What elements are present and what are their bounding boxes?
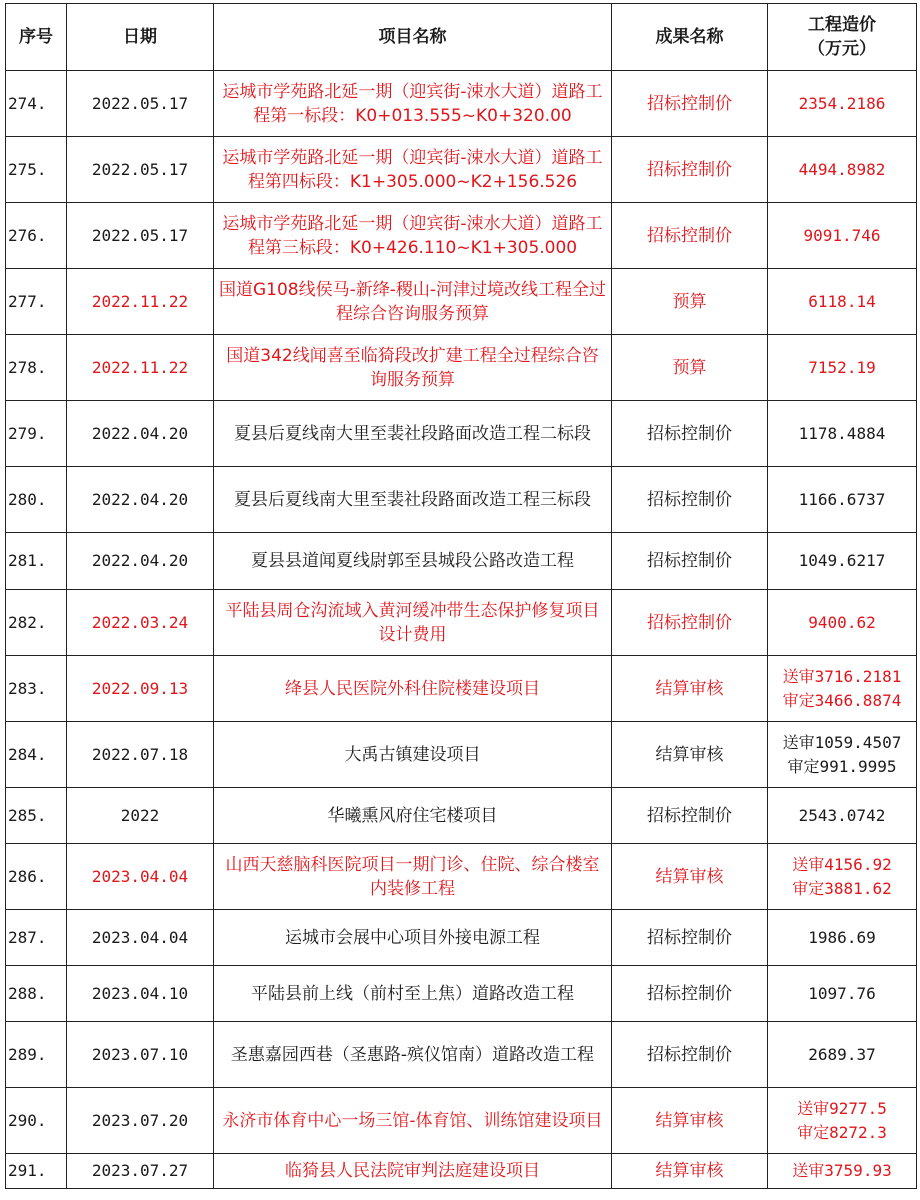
row-date-cell-text: 2022.11.22 xyxy=(91,291,189,311)
header-result: 成果名称 xyxy=(612,4,768,71)
row-number-cell xyxy=(6,788,67,844)
row-project-name-cell xyxy=(214,137,612,203)
row-date-cell-text: 2022.04.20 xyxy=(91,423,189,443)
row-cost-value: 送审4156.92 xyxy=(792,854,892,874)
row-result-cell xyxy=(612,844,768,910)
table-row xyxy=(6,966,917,1022)
row-result-cell xyxy=(612,137,768,203)
project-table xyxy=(5,3,917,1189)
row-cost-value: 9400.62 xyxy=(808,612,876,632)
row-cost-value: 2689.37 xyxy=(808,1044,876,1064)
row-cost-value: 送审3759.93 xyxy=(792,1161,892,1180)
table-row xyxy=(6,71,917,137)
row-date-cell xyxy=(67,910,214,966)
row-date-cell xyxy=(67,203,214,269)
row-cost-value: 审定3466.8874 xyxy=(782,690,902,710)
row-result-cell-text: 招标控制价 xyxy=(647,805,732,826)
table-row xyxy=(6,401,917,467)
row-cost-cell xyxy=(768,722,917,788)
row-project-name-cell xyxy=(214,910,612,966)
row-number-cell-text: 288. xyxy=(8,983,47,1003)
row-cost-cell xyxy=(768,269,917,335)
row-result-cell-text: 招标控制价 xyxy=(647,225,732,246)
table-row xyxy=(6,590,917,656)
row-number-cell xyxy=(6,533,67,590)
row-number-cell xyxy=(6,1154,67,1189)
header-date: 日期 xyxy=(67,4,214,71)
row-cost-cell xyxy=(768,533,917,590)
table-row xyxy=(6,788,917,844)
row-project-name-cell xyxy=(214,335,612,401)
row-result-cell-text: 招标控制价 xyxy=(647,93,732,114)
row-cost-value: 1049.6217 xyxy=(798,551,886,570)
row-result-cell-text: 招标控制价 xyxy=(647,1044,732,1065)
row-cost-cell xyxy=(768,203,917,269)
row-number-cell xyxy=(6,590,67,656)
row-number-cell-text: 285. xyxy=(8,805,47,825)
row-project-name-cell-text: 圣惠嘉园西巷（圣惠路-殡仪馆南）道路改造工程 xyxy=(230,1044,595,1065)
row-number-cell-text: 276. xyxy=(8,225,47,245)
row-project-name-cell xyxy=(214,401,612,467)
row-date-cell xyxy=(67,269,214,335)
row-number-cell-text: 290. xyxy=(8,1110,47,1130)
row-date-cell-text: 2022.05.17 xyxy=(91,225,189,245)
row-project-name-cell xyxy=(214,844,612,910)
table-row xyxy=(6,203,917,269)
row-project-name-cell-text: 国道342线闻喜至临猗段改扩建工程全过程综合咨询服务预算 xyxy=(226,345,599,390)
row-result-cell-text: 招标控制价 xyxy=(647,612,732,633)
table-row xyxy=(6,269,917,335)
row-number-cell-text: 286. xyxy=(8,866,47,886)
row-number-cell xyxy=(6,335,67,401)
row-cost-cell xyxy=(768,1154,917,1189)
row-number-cell xyxy=(6,722,67,788)
row-result-cell xyxy=(612,467,768,533)
row-result-cell-text: 招标控制价 xyxy=(647,159,732,180)
row-date-cell-text: 2022.11.22 xyxy=(91,357,189,377)
row-number-cell-text: 283. xyxy=(8,678,47,698)
row-date-cell-text: 2023.07.20 xyxy=(91,1110,189,1130)
row-project-name-cell xyxy=(214,656,612,722)
row-date-cell xyxy=(67,590,214,656)
row-date-cell-text: 2023.07.27 xyxy=(91,1161,189,1180)
row-date-cell-text: 2022.04.20 xyxy=(91,551,189,570)
row-project-name-cell xyxy=(214,533,612,590)
row-result-cell xyxy=(612,656,768,722)
row-cost-value: 1097.76 xyxy=(808,983,876,1003)
row-date-cell-text: 2023.07.10 xyxy=(91,1044,189,1064)
row-date-cell xyxy=(67,71,214,137)
row-cost-value: 审定3881.62 xyxy=(792,878,892,898)
row-date-cell-text: 2022.04.20 xyxy=(91,489,189,509)
row-project-name-cell xyxy=(214,71,612,137)
row-cost-cell xyxy=(768,656,917,722)
table-row xyxy=(6,533,917,590)
row-result-cell xyxy=(612,533,768,590)
row-date-cell-text: 2022.05.17 xyxy=(91,159,189,179)
row-number-cell-text: 282. xyxy=(8,612,47,632)
row-result-cell-text: 招标控制价 xyxy=(647,423,732,444)
row-result-cell xyxy=(612,910,768,966)
row-cost-value: 2543.0742 xyxy=(798,805,886,825)
row-cost-cell xyxy=(768,966,917,1022)
row-number-cell xyxy=(6,910,67,966)
row-project-name-cell xyxy=(214,203,612,269)
header-cost-title: 工程造价 xyxy=(808,15,876,35)
row-date-cell xyxy=(67,467,214,533)
row-project-name-cell xyxy=(214,1088,612,1154)
row-project-name-cell-text: 平陆县周仓沟流域入黄河缓冲带生态保护修复项目设计费用 xyxy=(225,600,600,645)
row-result-cell xyxy=(612,1022,768,1088)
row-date-cell xyxy=(67,966,214,1022)
row-cost-cell xyxy=(768,137,917,203)
row-project-name-cell xyxy=(214,1154,612,1189)
row-cost-cell xyxy=(768,910,917,966)
row-cost-value: 审定8272.3 xyxy=(797,1122,887,1142)
row-date-cell xyxy=(67,1088,214,1154)
row-number-cell xyxy=(6,1088,67,1154)
row-result-cell-text: 招标控制价 xyxy=(647,551,732,571)
row-date-cell xyxy=(67,722,214,788)
row-result-cell-text: 结算审核 xyxy=(655,866,724,887)
row-cost-value: 1166.6737 xyxy=(798,489,886,509)
row-number-cell-text: 281. xyxy=(8,551,47,570)
header-cost-unit: （万元） xyxy=(808,39,876,59)
row-number-cell-text: 289. xyxy=(8,1044,47,1064)
row-cost-value: 1178.4884 xyxy=(798,423,886,443)
row-project-name-cell-text: 夏县县道闻夏线尉郭至县城段公路改造工程 xyxy=(251,551,574,571)
row-project-name-cell-text: 平陆县前上线（前村至上焦）道路改造工程 xyxy=(251,983,574,1004)
row-project-name-cell-text: 国道G108线侯马-新绛-稷山-河津过境改线工程全过程综合咨询服务预算 xyxy=(218,279,607,324)
row-number-cell xyxy=(6,401,67,467)
table-row xyxy=(6,1088,917,1154)
row-date-cell-text: 2023.04.04 xyxy=(91,927,189,947)
row-number-cell xyxy=(6,467,67,533)
row-number-cell xyxy=(6,137,67,203)
row-result-cell xyxy=(612,269,768,335)
row-project-name-cell-text: 夏县后夏线南大里至裴社段路面改造工程二标段 xyxy=(234,423,591,444)
row-date-cell xyxy=(67,1154,214,1189)
row-number-cell xyxy=(6,656,67,722)
row-result-cell xyxy=(612,590,768,656)
row-result-cell-text: 招标控制价 xyxy=(647,489,732,510)
row-result-cell xyxy=(612,203,768,269)
row-number-cell-text: 280. xyxy=(8,489,47,509)
row-cost-cell xyxy=(768,467,917,533)
table-row xyxy=(6,910,917,966)
row-result-cell xyxy=(612,1088,768,1154)
row-result-cell-text: 结算审核 xyxy=(655,1110,724,1131)
row-project-name-cell-text: 华曦熏风府住宅楼项目 xyxy=(327,805,498,826)
row-date-cell-text: 2022.07.18 xyxy=(91,744,189,764)
table-row xyxy=(6,467,917,533)
row-date-cell xyxy=(67,137,214,203)
row-project-name-cell xyxy=(214,467,612,533)
row-project-name-cell-text: 绛县人民医院外科住院楼建设项目 xyxy=(285,678,540,699)
row-cost-value: 1986.69 xyxy=(808,927,876,947)
row-result-cell-text: 招标控制价 xyxy=(647,927,732,948)
row-cost-cell xyxy=(768,590,917,656)
row-number-cell xyxy=(6,269,67,335)
row-date-cell-text: 2022 xyxy=(120,805,160,825)
row-number-cell xyxy=(6,1022,67,1088)
row-number-cell-text: 291. xyxy=(8,1161,47,1180)
row-cost-cell xyxy=(768,788,917,844)
row-number-cell xyxy=(6,844,67,910)
row-number-cell-text: 278. xyxy=(8,357,47,377)
row-date-cell xyxy=(67,335,214,401)
header-project-name: 项目名称 xyxy=(214,4,612,71)
row-cost-value: 4494.8982 xyxy=(798,159,886,179)
row-cost-value: 7152.19 xyxy=(808,357,876,377)
table-row xyxy=(6,1154,917,1189)
row-project-name-cell-text: 运城市学苑路北延一期（迎宾街-涑水大道）道路工程第一标段：K0+013.555~K0+320.00 xyxy=(222,81,603,126)
row-cost-value: 审定991.9995 xyxy=(787,756,897,776)
row-number-cell xyxy=(6,71,67,137)
row-date-cell-text: 2023.04.04 xyxy=(91,866,189,886)
row-result-cell-text: 结算审核 xyxy=(655,744,724,765)
row-number-cell-text: 275. xyxy=(8,159,47,179)
row-result-cell xyxy=(612,722,768,788)
row-result-cell-text: 结算审核 xyxy=(655,678,724,699)
row-project-name-cell-text: 大禹古镇建设项目 xyxy=(344,744,481,765)
row-cost-value: 送审1059.4507 xyxy=(782,732,902,752)
row-project-name-cell-text: 临猗县人民法院审判法庭建设项目 xyxy=(285,1161,540,1181)
row-result-cell xyxy=(612,71,768,137)
row-cost-value: 送审3716.2181 xyxy=(782,666,902,686)
row-number-cell xyxy=(6,203,67,269)
row-date-cell-text: 2022.09.13 xyxy=(91,678,189,698)
row-number-cell-text: 287. xyxy=(8,927,47,947)
row-project-name-cell xyxy=(214,966,612,1022)
row-cost-value: 6118.14 xyxy=(808,291,876,311)
row-cost-cell xyxy=(768,844,917,910)
row-result-cell xyxy=(612,788,768,844)
row-date-cell xyxy=(67,788,214,844)
row-date-cell xyxy=(67,656,214,722)
table-row xyxy=(6,844,917,910)
row-result-cell-text: 招标控制价 xyxy=(647,983,732,1004)
row-result-cell-text: 结算审核 xyxy=(655,1161,724,1181)
row-cost-cell xyxy=(768,71,917,137)
row-project-name-cell-text: 夏县后夏线南大里至裴社段路面改造工程三标段 xyxy=(234,489,591,510)
table-row xyxy=(6,656,917,722)
row-date-cell xyxy=(67,401,214,467)
row-number-cell-text: 279. xyxy=(8,423,47,443)
row-result-cell xyxy=(612,335,768,401)
row-number-cell-text: 277. xyxy=(8,291,47,311)
row-project-name-cell-text: 永济市体育中心一场三馆-体育馆、训练馆建设项目 xyxy=(222,1110,603,1131)
row-result-cell xyxy=(612,401,768,467)
row-project-name-cell-text: 山西天慈脑科医院项目一期门诊、住院、综合楼室内装修工程 xyxy=(225,854,600,899)
table-header-row xyxy=(6,4,917,71)
row-project-name-cell xyxy=(214,1022,612,1088)
row-project-name-cell-text: 运城市学苑路北延一期（迎宾街-涑水大道）道路工程第四标段：K1+305.000~K2+156.526 xyxy=(222,147,603,192)
row-project-name-cell xyxy=(214,590,612,656)
row-result-cell xyxy=(612,1154,768,1189)
header-cost xyxy=(768,4,917,71)
row-date-cell xyxy=(67,533,214,590)
table-row xyxy=(6,722,917,788)
row-cost-cell xyxy=(768,1022,917,1088)
row-date-cell xyxy=(67,1022,214,1088)
row-result-cell xyxy=(612,966,768,1022)
row-project-name-cell xyxy=(214,722,612,788)
row-project-name-cell-text: 运城市学苑路北延一期（迎宾街-涑水大道）道路工程第三标段：K0+426.110~K1+305.000 xyxy=(222,213,603,258)
row-cost-value: 2354.2186 xyxy=(798,93,886,113)
row-result-cell-text: 预算 xyxy=(672,291,707,312)
table-row xyxy=(6,335,917,401)
row-number-cell-text: 274. xyxy=(8,93,47,113)
row-date-cell-text: 2023.04.10 xyxy=(91,983,189,1003)
table-row xyxy=(6,137,917,203)
header-no: 序号 xyxy=(6,4,67,71)
row-cost-value: 9091.746 xyxy=(803,225,881,245)
row-cost-cell xyxy=(768,335,917,401)
row-result-cell-text: 预算 xyxy=(672,357,707,378)
row-number-cell-text: 284. xyxy=(8,744,47,764)
row-date-cell-text: 2022.03.24 xyxy=(91,612,189,632)
row-cost-value: 送审9277.5 xyxy=(797,1098,887,1118)
row-cost-cell xyxy=(768,1088,917,1154)
row-project-name-cell xyxy=(214,269,612,335)
table-body xyxy=(6,71,917,1189)
row-date-cell xyxy=(67,844,214,910)
row-date-cell-text: 2022.05.17 xyxy=(91,93,189,113)
row-number-cell xyxy=(6,966,67,1022)
row-project-name-cell xyxy=(214,788,612,844)
table-row xyxy=(6,1022,917,1088)
row-cost-cell xyxy=(768,401,917,467)
row-project-name-cell-text: 运城市会展中心项目外接电源工程 xyxy=(285,927,540,948)
